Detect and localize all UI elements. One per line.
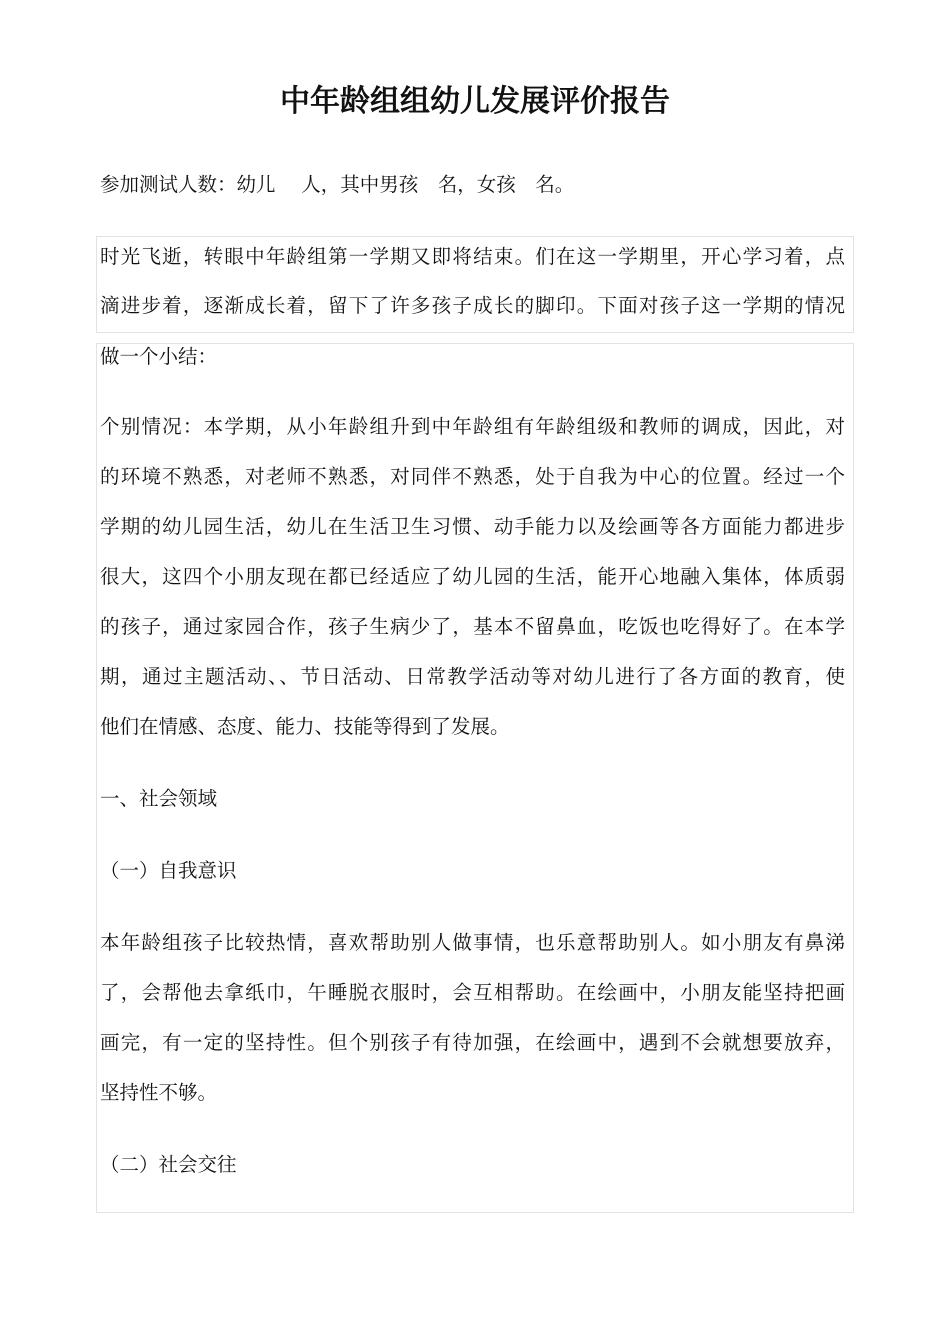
individual-line-5: 的孩子，通过家园合作，孩子生病少了，基本不留鼻血，吃饭也吃得好了。在本学 (100, 615, 845, 638)
intro-line-2: 滴进步着，逐渐成长着，留下了许多孩子成长的脚印。下面对孩子这一学期的情况 (100, 294, 845, 317)
intro-line-3: 做一个小结： (100, 345, 218, 368)
intro-line-1: 时光飞逝，转眼中年龄组第一学期又即将结束。们在这一学期里，开心学习着，点 (100, 245, 845, 268)
individual-line-3: 学期的幼儿园生活，幼儿在生活卫生习惯、动手能力以及绘画等各方面能力都进步 (100, 515, 845, 538)
individual-line-4: 很大，这四个小朋友现在都已经适应了幼儿园的生活，能开心地融入集体，体质弱 (100, 565, 845, 588)
document-title: 中年龄组组幼儿发展评价报告 (280, 84, 670, 119)
self-awareness-line-2: 了，会帮他去拿纸巾，午睡脱衣服时，会互相帮助。在绘画中，小朋友能坚持把画 (100, 981, 845, 1004)
self-awareness-line-4: 坚持性不够。 (100, 1081, 218, 1104)
individual-line-6: 期，通过主题活动、、节日活动、日常教学活动等对幼儿进行了各方面的教育，使 (100, 665, 845, 688)
subsection-heading-self-awareness: （一）自我意识 (100, 859, 237, 882)
individual-line-2: 的环境不熟悉，对老师不熟悉，对同伴不熟悉，处于自我为中心的位置。经过一个 (100, 465, 845, 488)
self-awareness-line-3: 画完，有一定的坚持性。但个别孩子有待加强，在绘画中，遇到不会就想要放弃， (100, 1031, 845, 1054)
individual-line-1: 个别情况：本学期，从小年龄组升到中年龄组有年龄组级和教师的调成，因此，对 (100, 415, 845, 438)
section-heading-social: 一、社会领域 (100, 787, 218, 810)
individual-line-7: 他们在情感、态度、能力、技能等得到了发展。 (100, 715, 510, 738)
self-awareness-line-1: 本年龄组孩子比较热情，喜欢帮助别人做事情，也乐意帮助别人。如小朋友有鼻涕 (100, 931, 845, 954)
participants-line: 参加测试人数：幼儿 人，其中男孩 名，女孩 名。 (100, 173, 575, 196)
subsection-heading-social-interaction: （二）社会交往 (100, 1153, 237, 1176)
